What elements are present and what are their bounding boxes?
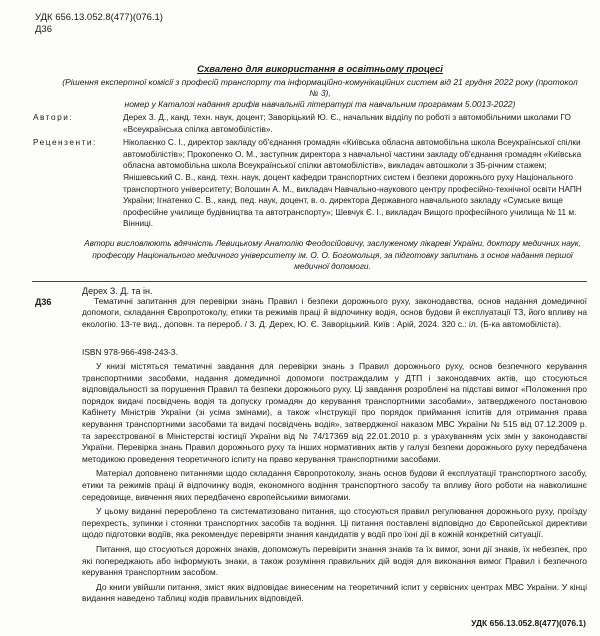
catalog-description: Тематичні запитання для перевірки знань Правил і безпеки дорожнього руху, законодавства, основ надання домедичної допомоги, складання Європротоколу, етики та режимів праці й відпочинку водія, основ будови й експлуатації ТЗ, його впливу на екологію. 13-те вид., доповн. та перероб. / З. Д. Дерех, Ю. Є. Заворіцький. Київ : Арій, 2024. 320 с.: іл. (Б-ка автомобіліста). [82, 296, 587, 329]
authors-text: Дерех З. Д., канд. техн. наук, доцент; Заворіцький Ю. Є., начальник відділу по роботі з автомобільними школами ГО «Всеукраїнська спілка автомобілістів». [123, 112, 571, 134]
annotation-paragraph-1: У книзі містяться тематичні завдання для перевірки знань з Правил дорожнього руху, основ безпечного керування транспортними засобами, надання домедичної допомоги постраждалим у ДТП і законодавчих актів, що стосуються відповідальності за порушення Правил та безпеки дорожнього руху. Ці завдання розроблені на підставі вимог «Положення про порядок видачі посвідчень водія та допуску громадян до керування транспортними засобами», затвердженого постановою Кабінету Міністрів України (зі усіма змінами), а також «Інструкції про порядок приймання іспитів для отримання права керування транспортними засобами та видачі посвідчень водія», затвердженої наказом МВС України № 515 від 07.12.2009 р. та зареєстрованої в Міністерстві юстиції України від № 74/17369 від 22.01.2010 р. з урахуванням усіх змін у законодавстві України. Перевірка знань Правил дорожнього руху та інших нормативних актів у галузі безпеки дорожнього руху передбачена методикою проведення теоретичного іспиту на право керування транспортними засобами. [82, 361, 587, 464]
annotation-body [82, 361, 587, 608]
reviewers-label: Рецензенти: [33, 137, 97, 148]
reviewers-text: Ніколаєнко С. І., директор закладу об'єднання громадян «Київська обласна автомобільна школа Всеукраїнської спілки автомобілістів»; Прокопенко О. М., заступник директора з навчальної частини закладу об'єднання громадян «Київська обласна автомобільна школа Всеукраїнської спілки автомобілістів», викладач автошколи з 35-річним стажем; Янішевський С. В., канд. техн. наук, доцент кафедри транспортних систем і безпеки дорожнього руху Національного транспортного університету; Волошин А. М., викладач Навчально-наукового центру професійно-технічної освіти НАПН України; Ігнатенко С. В., канд. пед. наук, доцент, в. о. директора Державного навчального закладу «Сумське вище професійне училище будівництва та автотранспорту»; Шевчук Є. І., викладач Вищого професійного училища № 11 м. Вінниці. [123, 137, 582, 229]
annotation-paragraph-5: До книги увійшли питання, зміст яких відповідає винесеним на теоретичний іспит у сервісних центрах МВС України. У кінці видання наведено таблиці кодів правильних відповідей. [82, 581, 587, 604]
udk-block [35, 12, 163, 36]
udk-code: УДК 656.13.052.8(477)(076.1) [35, 12, 163, 23]
approval-block [60, 64, 580, 110]
annotation-paragraph-2: Матеріал доповнено питаннями щодо складання Європротоколу, знань основ будови й експлуатації транспортного засобу, етики та режимів праці й відпочинку водія, економного водіння транспортного засобу та впливу його роботи на навколишнє середовище, вивчення яких передбачено європейськими вимогами. [82, 468, 587, 502]
annotation-paragraph-3: У цьому виданні перероблено та систематизовано питання, що стосуються правил регулювання дорожнього руху, проїзду перехресть, зупинки і стоянки транспортних засобів та водіння. Ці питання поставлені відповідно до Європейської директиви щодо підготовки водіїв, яка рекомендує перевіряти знання кандидатів у водії про їхні дії в кожній конкретній ситуації. [82, 506, 587, 540]
approval-decision: (Рішення експертної комісії з професій транспорту та інформаційно-комунікаційних систем від 21 грудня 2022 року (протокол № 3), [62, 77, 578, 98]
credits-block [33, 112, 588, 232]
bbk-code: Д36 [35, 24, 53, 35]
reviewers-row [33, 137, 588, 230]
authors-row [33, 112, 588, 135]
annotation-paragraph-4: Питання, що стосуються дорожніх знаків, допоможуть перевірити знання знаків та їх вимог, зони дії знаків, їх небезпек, про які попереджають або інформують знаки, а також розуміння правильних дій водія для виконання вимог Правил і безпечного керування транспортним засобом. [82, 543, 587, 578]
catalog-code: Д36 [35, 297, 52, 307]
udk-bottom-code: УДК 656.13.052.8(477)(076.1) [471, 618, 586, 628]
divider-line [32, 281, 587, 282]
catalog-author-line: Дерех З. Д. та ін. [82, 286, 153, 296]
approval-catalog-number: номер у Каталозі надання грифів навчальній літературі та навчальним програмам 5.0013-2022) [124, 99, 516, 109]
isbn: ISBN 978-966-498-243-3. [82, 347, 178, 357]
gratitude-note: Автори висловлюють вдячність Левицькому Анатолію Феодосійовичу, заслуженому лікареві України, доктору медичних наук, професору Національного медичного університету ім. О. О. Богомольця, за підготовку запитань з основ надання першої медичної допомоги. [84, 238, 581, 271]
approval-heading: Схвалено для використання в освітньому процесі [197, 64, 443, 75]
authors-label: Автори: [33, 112, 74, 122]
